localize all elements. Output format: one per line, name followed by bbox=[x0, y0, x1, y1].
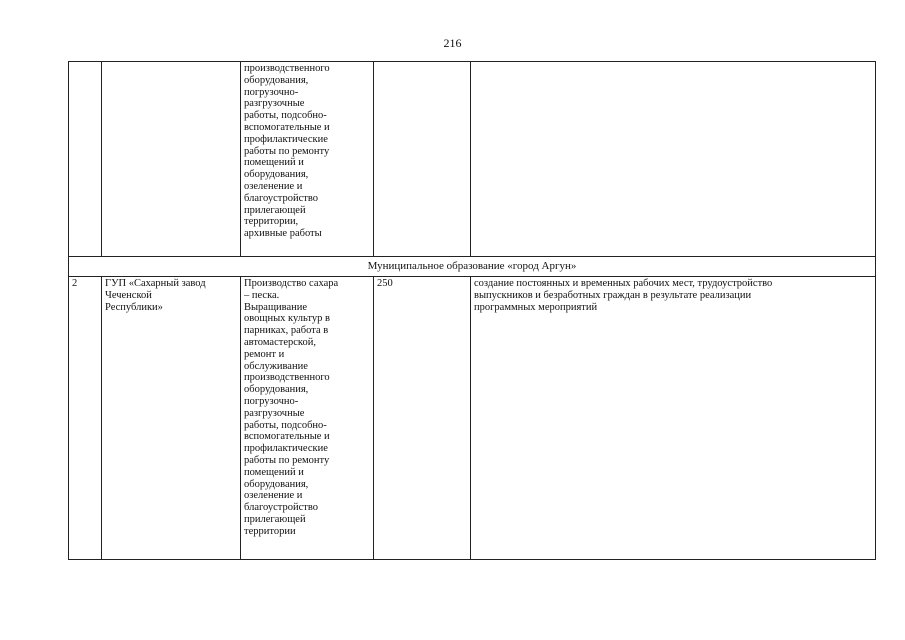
activity-line: помещений и bbox=[244, 466, 304, 478]
activity-line: Производство сахара bbox=[244, 278, 339, 289]
activity-line: благоустройство bbox=[244, 502, 319, 514]
activity-line: благоустройство bbox=[244, 192, 319, 204]
activity-line: Выращивание bbox=[244, 301, 308, 313]
goal-line: создание постоянных и временных рабочих мест, трудоустройство bbox=[474, 278, 773, 289]
activity-line: овощных культур в bbox=[244, 313, 330, 325]
activity-line: ремонт и bbox=[244, 348, 285, 360]
activity-line: оборудования, bbox=[244, 384, 309, 396]
activity-line: территории bbox=[244, 525, 296, 537]
cell-organization bbox=[102, 277, 241, 560]
activity-line: производственного bbox=[244, 372, 330, 384]
section-header-row bbox=[69, 257, 876, 277]
activity-line: помещений и bbox=[244, 157, 304, 169]
activity-line: оборудования, bbox=[244, 478, 309, 490]
activity-line: погрузочно- bbox=[244, 86, 299, 98]
activity-line: погрузочно- bbox=[244, 395, 299, 407]
goal-line: программных мероприятий bbox=[474, 301, 598, 313]
cell-goal bbox=[471, 62, 876, 257]
activity-line: автомастерской, bbox=[244, 336, 316, 348]
cell-number: 2 bbox=[69, 277, 102, 560]
activity-line: разгрузочные bbox=[244, 98, 305, 110]
goal-line: выпускников и безработных граждан в результате реализации bbox=[474, 289, 752, 301]
activity-line: озеленение и bbox=[244, 180, 303, 192]
activity-line: производственного bbox=[244, 63, 330, 74]
activity-line: работы, подсобно- bbox=[244, 419, 327, 431]
activity-line: вспомогательные и bbox=[244, 431, 330, 443]
cell-count: 250 bbox=[374, 277, 471, 560]
activity-line: оборудования, bbox=[244, 74, 309, 86]
section-title: Муниципальное образование «город Аргун» bbox=[69, 257, 876, 277]
cell-organization bbox=[102, 62, 241, 257]
activity-line: прилегающей bbox=[244, 204, 306, 216]
cell-activity bbox=[241, 277, 374, 560]
organization-line: Чеченской bbox=[105, 289, 152, 301]
activity-line: территории, bbox=[244, 216, 299, 228]
cell-count bbox=[374, 62, 471, 257]
activity-line: профилактические bbox=[244, 443, 328, 455]
organization-line: ГУП «Сахарный завод bbox=[105, 278, 206, 289]
page-number: 216 bbox=[443, 36, 462, 50]
table-row-continuation bbox=[69, 62, 876, 257]
cell-activity bbox=[241, 62, 374, 257]
activity-line: работы по ремонту bbox=[244, 145, 330, 157]
activity-line: прилегающей bbox=[244, 513, 306, 525]
organization-line: Республики» bbox=[105, 301, 163, 313]
table-row bbox=[69, 277, 876, 560]
activity-line: – песка. bbox=[244, 289, 280, 301]
document-table bbox=[68, 61, 876, 560]
activity-line: вспомогательные и bbox=[244, 121, 330, 133]
activity-line: работы по ремонту bbox=[244, 454, 330, 466]
activity-line: парниках, работа в bbox=[244, 325, 329, 337]
activity-line: архивные работы bbox=[244, 228, 322, 240]
activity-line: обслуживание bbox=[244, 360, 308, 372]
cell-number bbox=[69, 62, 102, 257]
activity-line: оборудования, bbox=[244, 169, 309, 181]
activity-line: разгрузочные bbox=[244, 407, 305, 419]
cell-goal bbox=[471, 277, 876, 560]
activity-line: работы, подсобно- bbox=[244, 110, 327, 122]
activity-line: озеленение и bbox=[244, 490, 303, 502]
activity-line: профилактические bbox=[244, 133, 328, 145]
